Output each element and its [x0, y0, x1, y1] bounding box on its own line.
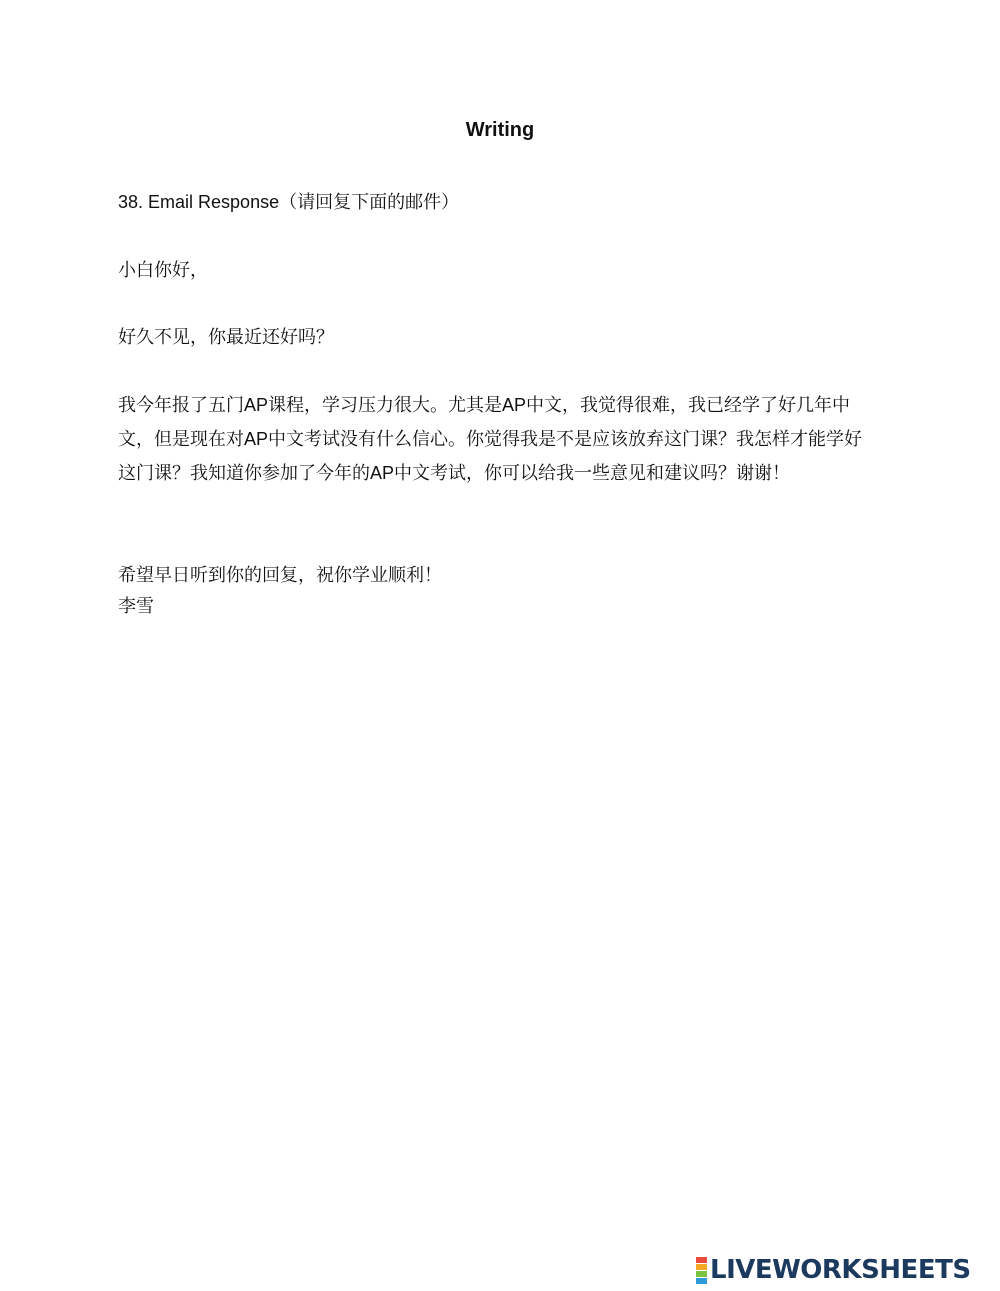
email-body-paragraph: 我今年报了五门AP课程，学习压力很大。尤其是AP中文，我觉得很难，我已经学了好几年中文，但是现在对AP中文考试没有什么信心。你觉得我是不是应该放弃这门课？我怎样才能学好这门课？我知道你参加了今年的AP中文考试，你可以给我一些意见和建议吗？谢谢！ — [118, 395, 863, 483]
email-closing-block — [118, 560, 898, 622]
logo-block-blue — [696, 1278, 707, 1284]
email-opening-line: 好久不见，你最近还好吗？ — [118, 327, 334, 347]
logo-text: LIVEWORKSHEETS — [710, 1255, 971, 1285]
logo-block-green — [696, 1271, 707, 1277]
liveworksheets-logo — [696, 1254, 971, 1286]
logo-mark-icon — [696, 1257, 707, 1284]
logo-block-red — [696, 1257, 707, 1263]
email-signature: 李雪 — [118, 596, 154, 616]
email-closing-line: 希望早日听到你的回复，祝你学业顺利！ — [118, 565, 442, 585]
question-heading: 38. Email Response（请回复下面的邮件） — [118, 192, 460, 212]
logo-block-orange — [696, 1264, 707, 1270]
page-title: Writing — [465, 119, 535, 141]
email-greeting: 小白你好， — [118, 260, 208, 280]
